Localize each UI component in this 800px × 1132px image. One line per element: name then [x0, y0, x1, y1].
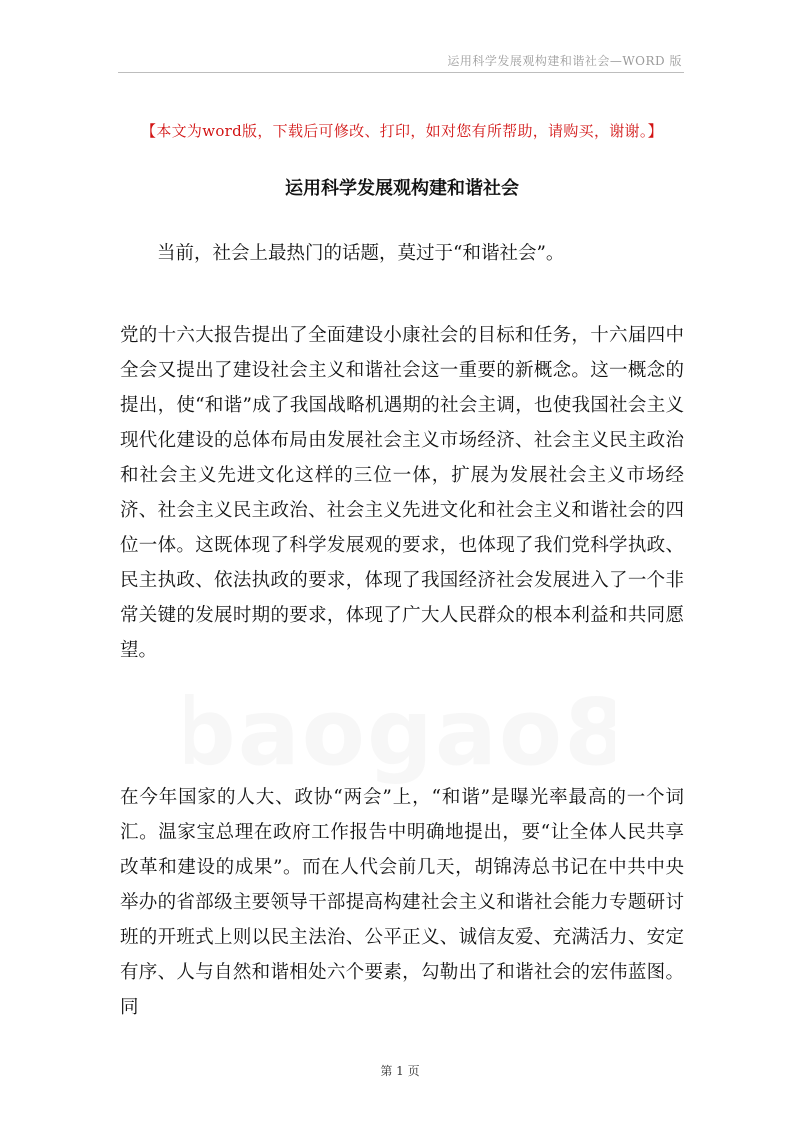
watermark-graphic: [185, 676, 615, 786]
paragraph-body-1: 党的十六大报告提出了全面建设小康社会的目标和任务，十六届四中全会又提出了建设社会主义和谐社会这一重要的新概念。这一概念的提出，使“和谐”成了我国战略机遇期的社会主调，也使我国社会主义现代化建设的总体布局由发展社会主义市场经济、社会主义民主政治和社会主义先进文化这样的三位一体，扩展为发展社会主义市场经济、社会主义民主政治、社会主义先进文化和社会主义和谐社会的四位一体。这既体现了科学发展观的要求，也体现了我们党科学执政、民主执政、依法执政的要求，体现了我国经济社会发展进入了一个非常关键的发展时期的要求，体现了广大人民群众的根本利益和共同愿望。: [120, 325, 684, 661]
page-number: 第 1 页: [380, 1064, 420, 1078]
purchase-notice: 【本文为word版，下载后可修改、打印，如对您有所帮助，请购买，谢谢。】: [141, 122, 663, 140]
paragraph-intro: 当前，社会上最热门的话题，莫过于“和谐社会”。: [157, 243, 565, 264]
header-divider: [118, 72, 684, 73]
running-header: 运用科学发展观构建和谐社会—WORD 版: [447, 54, 682, 68]
svg-text:baogao8: baogao8: [185, 679, 615, 786]
document-title: 运用科学发展观构建和谐社会: [285, 178, 519, 199]
paragraph-body-2: 在今年国家的人大、政协“两会”上，“和谐”是曝光率最高的一个词汇。温家宝总理在政府工作报告中明确地提出，要“让全体人民共享改革和建设的成果”。而在人代会前几天，胡锦涛总书记在中共中央举办的省部级主要领导干部提高构建社会主义和谐社会能力专题研讨班的开班式上则以民主法治、公平正义、诚信友爱、充满活力、安定有序、人与自然和谐相处六个要素，勾勒出了和谐社会的宏伟蓝图。同: [120, 787, 684, 1018]
